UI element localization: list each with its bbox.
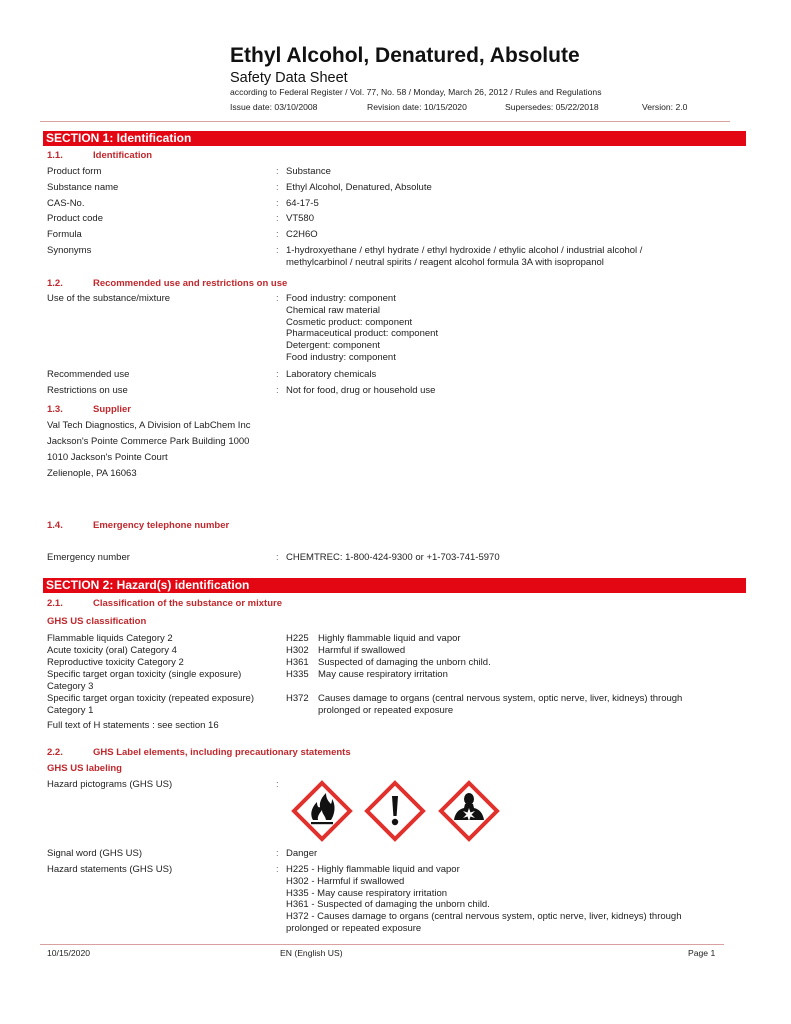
signal-word-label: Signal word (GHS US) [47, 848, 143, 859]
regulation-reference: according to Federal Register / Vol. 77, No. 58 / Monday, March 26, 2012 / Rules and Regulations [230, 87, 602, 97]
identification-label: Product form [47, 166, 102, 177]
subsection-title: GHS Label elements, including precautionary statements [93, 747, 351, 758]
identification-label: Product code [47, 213, 103, 225]
hazard-statement: H335 - May cause respiratory irritation [286, 887, 448, 899]
hazard-statement: H361 - Suspected of damaging the unborn child. [286, 899, 490, 911]
hazard-text-line: Causes damage to organs (central nervous system, optic nerve, liver, kidneys) through [318, 693, 683, 704]
hazard-code: H302 [286, 645, 309, 656]
supersedes-date: Supersedes: 05/22/2018 [505, 102, 599, 112]
classification-category [47, 693, 254, 717]
subsection-1-3-heading [47, 404, 131, 415]
hazard-text: Highly flammable liquid and vapor [318, 633, 461, 644]
hazard-statements-label: Hazard statements (GHS US) [47, 864, 173, 875]
use-line: Food industry: component [286, 293, 396, 304]
colon-separator: : [276, 181, 279, 193]
colon-separator: : [276, 369, 279, 380]
supplier-name: Val Tech Diagnostics, A Division of LabChem Inc [47, 420, 251, 431]
colon-separator: : [276, 385, 279, 396]
subsection-1-1-heading [47, 150, 152, 161]
category-line: Specific target organ toxicity (repeated exposure) [47, 693, 254, 704]
hazard-statements-list [286, 864, 682, 935]
pictograms-label: Hazard pictograms (GHS US) [47, 779, 173, 790]
identification-label: CAS-No. [47, 197, 85, 209]
use-label: Use of the substance/mixture [47, 293, 171, 304]
classification-category: Reproductive toxicity Category 2 [47, 657, 184, 668]
use-line: Food industry: component [286, 351, 396, 363]
synonyms-label: Synonyms [47, 245, 92, 256]
identification-value: Ethyl Alcohol, Denatured, Absolute [286, 181, 432, 193]
full-text-note: Full text of H statements : see section 16 [47, 720, 219, 731]
identification-label: Formula [47, 229, 82, 241]
colon-separator: : [276, 229, 279, 241]
subsection-number: 2.2. [47, 747, 63, 758]
subsection-title: Recommended use and restrictions on use [93, 278, 288, 289]
classification-category: Acute toxicity (oral) Category 4 [47, 645, 177, 656]
section-2-header: SECTION 2: Hazard(s) identification [43, 578, 746, 593]
footer-page-number: Page 1 [688, 948, 716, 958]
identification-value: C2H6O [286, 229, 318, 241]
hazard-code: H372 [286, 693, 309, 704]
hazard-statement: H225 - Highly flammable liquid and vapor [286, 864, 460, 875]
supplier-city: Zelienople, PA 16063 [47, 468, 137, 479]
hazard-text: Suspected of damaging the unborn child. [318, 657, 491, 668]
use-line: Cosmetic product: component [286, 316, 413, 328]
issue-date: Issue date: 03/10/2008 [230, 102, 318, 112]
supplier-address-line: 1010 Jackson's Pointe Court [47, 452, 168, 463]
synonyms-line: methylcarbinol / neutral spirits / reagent alcohol formula 3A with isopropanol [286, 256, 604, 268]
colon-separator: : [276, 864, 279, 875]
category-line: Category 1 [47, 704, 94, 716]
subsection-title: Emergency telephone number [93, 520, 230, 531]
hazard-code: H225 [286, 633, 309, 644]
colon-separator: : [276, 166, 279, 177]
hazard-code: H335 [286, 669, 309, 680]
subsection-2-1-heading [47, 598, 282, 609]
identification-value: Substance [286, 166, 331, 177]
section-1-header: SECTION 1: Identification [43, 131, 746, 146]
colon-separator: : [276, 197, 279, 209]
document-subtitle: Safety Data Sheet [230, 70, 348, 86]
colon-separator: : [276, 213, 279, 225]
identification-value: VT580 [286, 213, 314, 225]
subsection-number: 1.4. [47, 520, 63, 531]
restrictions-value: Not for food, drug or household use [286, 385, 436, 396]
hazard-text-line: prolonged or repeated exposure [318, 704, 454, 716]
exclamation-mark-icon [364, 780, 426, 842]
header-divider [40, 121, 730, 122]
hazard-text: May cause respiratory irritation [318, 669, 448, 680]
subsection-number: 1.1. [47, 150, 63, 161]
footer-date: 10/15/2020 [47, 948, 91, 958]
synonyms-line: 1-hydroxyethane / ethyl hydrate / ethyl hydroxide / ethylic alcohol / industrial alcohol / [286, 245, 643, 256]
emergency-label: Emergency number [47, 552, 130, 563]
subsection-title: Identification [93, 150, 153, 161]
subsection-number: 1.2. [47, 278, 63, 289]
subsection-1-2-heading [47, 278, 287, 289]
supplier-address-line: Jackson's Pointe Commerce Park Building 1000 [47, 436, 250, 447]
footer-divider [40, 944, 724, 945]
footer-language: EN (English US) [280, 948, 343, 958]
flame-icon [291, 780, 353, 842]
classification-category [47, 669, 241, 693]
colon-separator: : [276, 293, 279, 304]
recommended-use-label: Recommended use [47, 369, 130, 380]
ghs-labeling-heading: GHS US labeling [47, 763, 122, 774]
recommended-use-value: Laboratory chemicals [286, 369, 377, 380]
use-values [286, 293, 438, 364]
hazard-code: H361 [286, 657, 309, 668]
hazard-text [318, 693, 682, 717]
hazard-statement: prolonged or repeated exposure [286, 922, 422, 934]
hazard-statement: H372 - Causes damage to organs (central nervous system, optic nerve, liver, kidneys) through [286, 911, 682, 923]
emergency-number[interactable]: CHEMTREC: 1-800-424-9300 or +1-703-741-5970 [286, 552, 500, 563]
colon-separator: : [276, 552, 279, 563]
subsection-number: 1.3. [47, 404, 63, 415]
use-line: Pharmaceutical product: component [286, 328, 439, 340]
signal-word-value: Danger [286, 848, 318, 859]
identification-label: Substance name [47, 181, 119, 193]
identification-value: 64-17-5 [286, 197, 319, 209]
classification-category: Flammable liquids Category 2 [47, 633, 173, 644]
use-line: Detergent: component [286, 340, 381, 352]
subsection-title: Supplier [93, 404, 132, 415]
colon-separator: : [276, 245, 279, 256]
ghs-classification-heading: GHS US classification [47, 616, 147, 627]
subsection-1-4-heading [47, 520, 229, 531]
version: Version: 2.0 [642, 102, 688, 112]
category-line: Category 3 [47, 680, 94, 692]
document-title: Ethyl Alcohol, Denatured, Absolute [230, 44, 580, 67]
category-line: Specific target organ toxicity (single exposure) [47, 669, 242, 680]
colon-separator: : [276, 779, 279, 790]
colon-separator: : [276, 848, 279, 859]
hazard-statement: H302 - Harmful if swallowed [286, 875, 405, 887]
subsection-2-2-heading [47, 747, 351, 758]
use-line: Chemical raw material [286, 304, 380, 316]
health-hazard-icon [438, 780, 500, 842]
subsection-title: Classification of the substance or mixture [93, 598, 282, 609]
synonyms-value [286, 245, 642, 269]
subsection-number: 2.1. [47, 598, 63, 609]
restrictions-label: Restrictions on use [47, 385, 128, 396]
hazard-text: Harmful if swallowed [318, 645, 406, 656]
revision-date: Revision date: 10/15/2020 [367, 102, 467, 112]
